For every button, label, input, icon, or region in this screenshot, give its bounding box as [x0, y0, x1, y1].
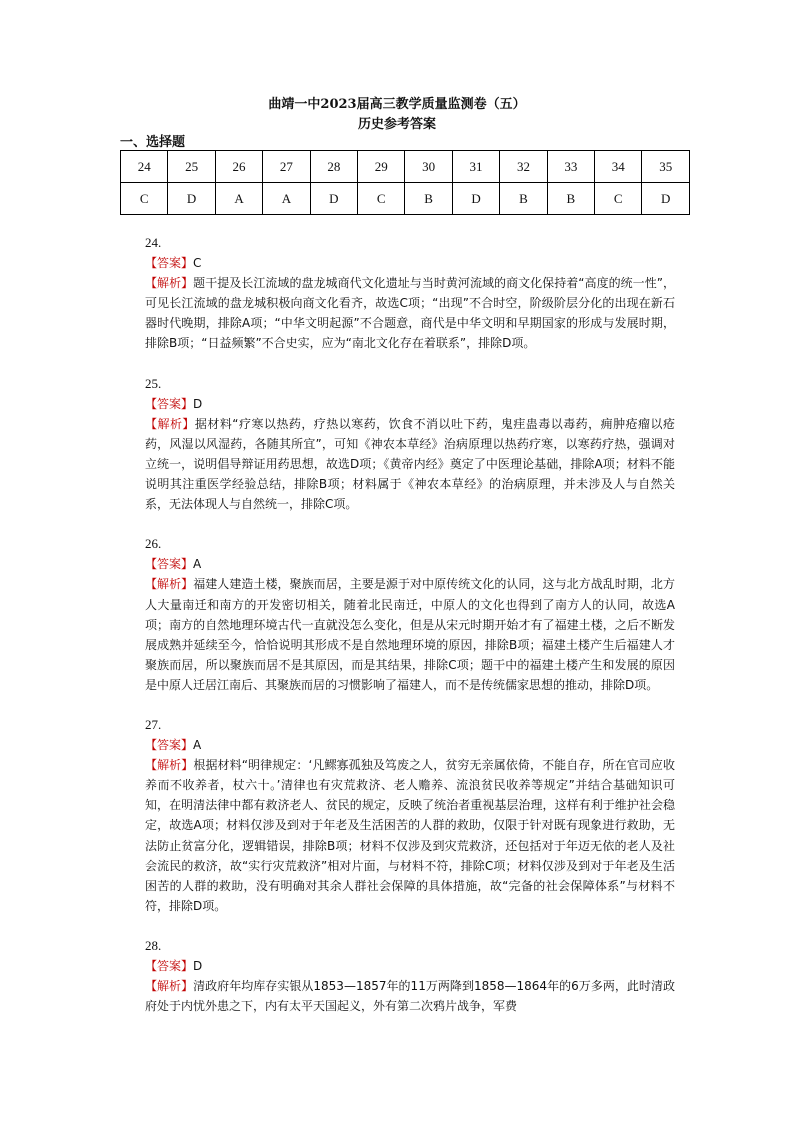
- answer-cell: B: [547, 183, 594, 215]
- analysis-paragraph: [145, 414, 675, 514]
- analysis-label: 【解析】: [145, 416, 195, 431]
- answer-cell: D: [642, 183, 690, 215]
- question-block: [145, 534, 675, 695]
- question-number-cell: 31: [452, 151, 499, 183]
- answer-line: [145, 735, 675, 755]
- question-number-cell: 34: [595, 151, 642, 183]
- answer-cell: C: [358, 183, 405, 215]
- answer-cell: B: [405, 183, 452, 215]
- answer-label: 【答案】: [145, 959, 194, 973]
- document-subtitle: 历史参考答案: [357, 117, 436, 132]
- document-title: 曲靖一中2023届高三教学质量监测卷（五）: [268, 97, 526, 112]
- answer-label: 【答案】: [145, 738, 194, 753]
- answer-cell: A: [215, 183, 262, 215]
- question-block: [145, 374, 675, 515]
- answer-value: D: [193, 959, 203, 973]
- question-number-cell: 33: [547, 151, 594, 183]
- answer-cell: D: [310, 183, 357, 215]
- answer-cell: A: [263, 183, 310, 215]
- analysis-paragraph: [145, 976, 675, 1016]
- analysis-text: 清政府年均库存实银从1853—1857年的11万两降到1858—1864年的6万多两，此时清政府处于内忧外患之下，内有太平天国起义，外有第二次鸦片战争，军费: [145, 979, 675, 1014]
- section-heading: 一、选择题: [120, 135, 186, 150]
- analysis-paragraph: [145, 755, 675, 916]
- answer-label: 【答案】: [145, 396, 194, 411]
- answer-value: A: [193, 557, 202, 572]
- answer-label: 【答案】: [145, 557, 194, 572]
- answer-line: [145, 956, 675, 976]
- answer-label: 【答案】: [145, 256, 194, 271]
- analysis-text: 据材料“疗寒以热药，疗热以寒药，饮食不消以吐下药，鬼疰蛊毒以毒药，痈肿疮瘤以疮药，风湿以风湿药，各随其所宜”，可知《神农本草经》治病原理以热药疗寒，以寒药疗热，强调对立统一，说明倡导辩证用药思想，故选D项；《黄帝内经》奠定了中医理论基础，排除A项；材料不能说明其注重医学经验总结，排除B项；材料属于《神农本草经》的治病原理，并未涉及人与自然关系，无法体现人与自然统一，排除C项。: [145, 416, 675, 512]
- answer-line: [145, 554, 675, 574]
- answer-explanations: [145, 233, 675, 1036]
- analysis-text: 题干提及长江流域的盘龙城商代文化遗址与当时黄河流域的商文化保持着“高度的统一性”，可见长江流域的盘龙城积极向商文化看齐，故选C项；“出现”不合时空，阶级阶层分化的出现在新石器时代晚期，排除A项；“中华文明起源”不合题意，商代是中华文明和早期国家的形成与发展时期，排除B项；“日益频繁”不合史实，应为“南北文化存在着联系”，排除D项。: [145, 276, 675, 351]
- question-number: 24.: [145, 235, 162, 250]
- analysis-text: 福建人建造土楼，聚族而居，主要是源于对中原传统文化的认同，这与北方战乱时期，北方人大量南迁和南方的开发密切相关，随着北民南迁，中原人的文化也得到了南方人的认同，故选A项；南方的自然地理环境古代一直就没怎么变化，但是从宋元时期开始才有了福建土楼，之后不断发展成熟并延续至今，恰恰说明其形成不是自然地理环境的原因，排除B项；福建土楼产生后福建人才聚族而居，所以聚族而居不是其原因，而是其结果，排除C项；题干中的福建土楼产生和发展的原因是中原人迁居江南后、其聚族而居的习惯影响了福建人，而不是传统儒家思想的推动，排除D项。: [145, 577, 675, 692]
- answer-value: A: [193, 738, 202, 753]
- analysis-paragraph: [145, 574, 675, 695]
- question-number: 27.: [145, 716, 162, 732]
- question-number-cell: 24: [121, 151, 168, 183]
- analysis-label: 【解析】: [145, 979, 194, 994]
- analysis-text: 根据材料“明律规定：‘凡鳏寡孤独及笃废之人，贫穷无亲属依倚，不能自存，所在官司应收养而不收养者，杖六十。’清律也有灾荒救济、老人赡养、流浪贫民收养等规定”并结合基础知识可知，在明清法律中都有救济老人、贫民的规定，反映了统治者重视基层治理，这样有利于维护社会稳定，故选A项；材料仅涉及到对于年老及生活困苦的人群的救助，仅限于针对既有现象进行救助，无法防止贫富分化，逻辑错误，排除B项；材料不仅涉及到灾荒救济，还包括对于年迈无依的老人及社会流民的救济，故“实行灾荒救济”相对片面，与材料不符，排除C项；材料仅涉及到对于年老及生活困苦的人群的救助，没有明确对其余人群社会保障的具体措施，故“完备的社会保障体系”与材料不符，排除D项。: [145, 758, 675, 913]
- question-number-cell: 25: [168, 151, 215, 183]
- analysis-label: 【解析】: [145, 758, 194, 773]
- answer-value: C: [193, 256, 202, 271]
- question-number-cell: 26: [215, 151, 262, 183]
- question-number-cell: 28: [310, 151, 357, 183]
- question-number: 25.: [145, 375, 162, 391]
- question-number: 26.: [145, 536, 162, 552]
- answer-row: [121, 183, 690, 215]
- analysis-label: 【解析】: [145, 276, 194, 291]
- analysis-label: 【解析】: [145, 577, 194, 592]
- analysis-paragraph: [145, 273, 675, 353]
- answer-line: [145, 394, 675, 414]
- question-block: [145, 936, 675, 1016]
- question-number-cell: 32: [500, 151, 547, 183]
- answer-cell: B: [500, 183, 547, 215]
- question-number: 28.: [145, 937, 162, 953]
- answer-value: D: [193, 396, 203, 411]
- answer-cell: D: [168, 183, 215, 215]
- answer-cell: C: [595, 183, 642, 215]
- question-block: [145, 233, 675, 354]
- question-number-cell: 30: [405, 151, 452, 183]
- answer-line: [145, 253, 675, 273]
- question-block: [145, 715, 675, 916]
- question-number-cell: 35: [642, 151, 690, 183]
- question-number-row: [121, 151, 690, 183]
- answer-table: [120, 150, 690, 215]
- question-number-cell: 29: [358, 151, 405, 183]
- answer-cell: C: [121, 183, 168, 215]
- question-number-cell: 27: [263, 151, 310, 183]
- answer-cell: D: [452, 183, 499, 215]
